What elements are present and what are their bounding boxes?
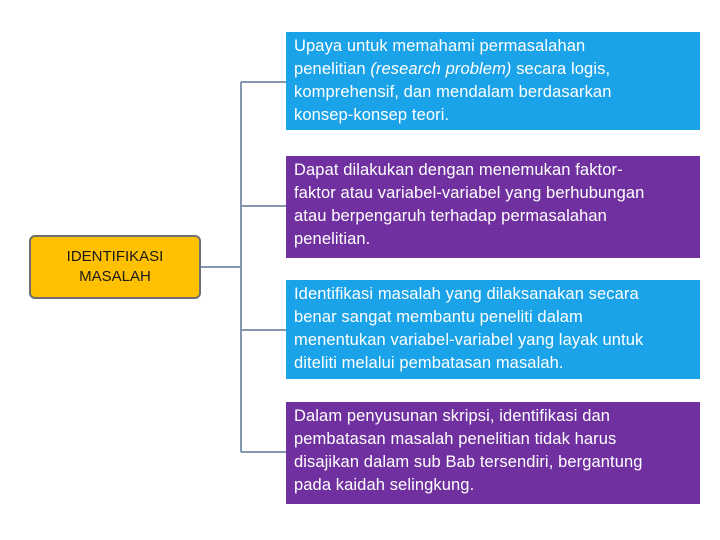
node-4-line-1: Dalam penyusunan skripsi, identifikasi dan — [294, 407, 611, 425]
node-1-line-3: komprehensif, dan mendalam berdasarkan — [294, 83, 612, 101]
node-1-line-1: Upaya untuk memahami permasalahan — [294, 37, 586, 55]
node-4-line-2: pembatasan masalah penelitian tidak harus — [294, 430, 617, 448]
node-1-line-2-run-3: secara logis, — [511, 60, 611, 78]
node-1-line-2-run-1: penelitian — [294, 60, 371, 78]
detail-node-1 — [286, 32, 700, 130]
node-4-line-4: pada kaidah selingkung. — [294, 476, 475, 494]
node-3-line-3: menentukan variabel-variabel yang layak untuk — [294, 331, 644, 349]
root-node-identifikasi-masalah — [29, 235, 201, 299]
node-3-line-1: Identifikasi masalah yang dilaksanakan secara — [294, 285, 639, 303]
node-1-line-4: konsep-konsep teori. — [294, 106, 450, 124]
detail-node-3 — [286, 280, 700, 379]
node-2-line-3: atau berpengaruh terhadap permasalahan — [294, 207, 607, 225]
node-4-line-3: disajikan dalam sub Bab tersendiri, bergantung — [294, 453, 643, 471]
node-2-line-2: faktor atau variabel-variabel yang berhubungan — [294, 184, 645, 202]
node-1-line-2 — [294, 58, 692, 81]
detail-node-4 — [286, 402, 700, 504]
root-node-label: IDENTIFIKASI MASALAH — [66, 248, 164, 285]
node-1-line-2-run-2: (research problem) — [370, 60, 512, 78]
node-3-line-2: benar sangat membantu peneliti dalam — [294, 308, 583, 326]
node-3-line-4: diteliti melalui pembatasan masalah. — [294, 354, 564, 372]
detail-node-2 — [286, 156, 700, 258]
node-2-line-1: Dapat dilakukan dengan menemukan faktor- — [294, 161, 623, 179]
node-2-line-4: penelitian. — [294, 230, 371, 248]
